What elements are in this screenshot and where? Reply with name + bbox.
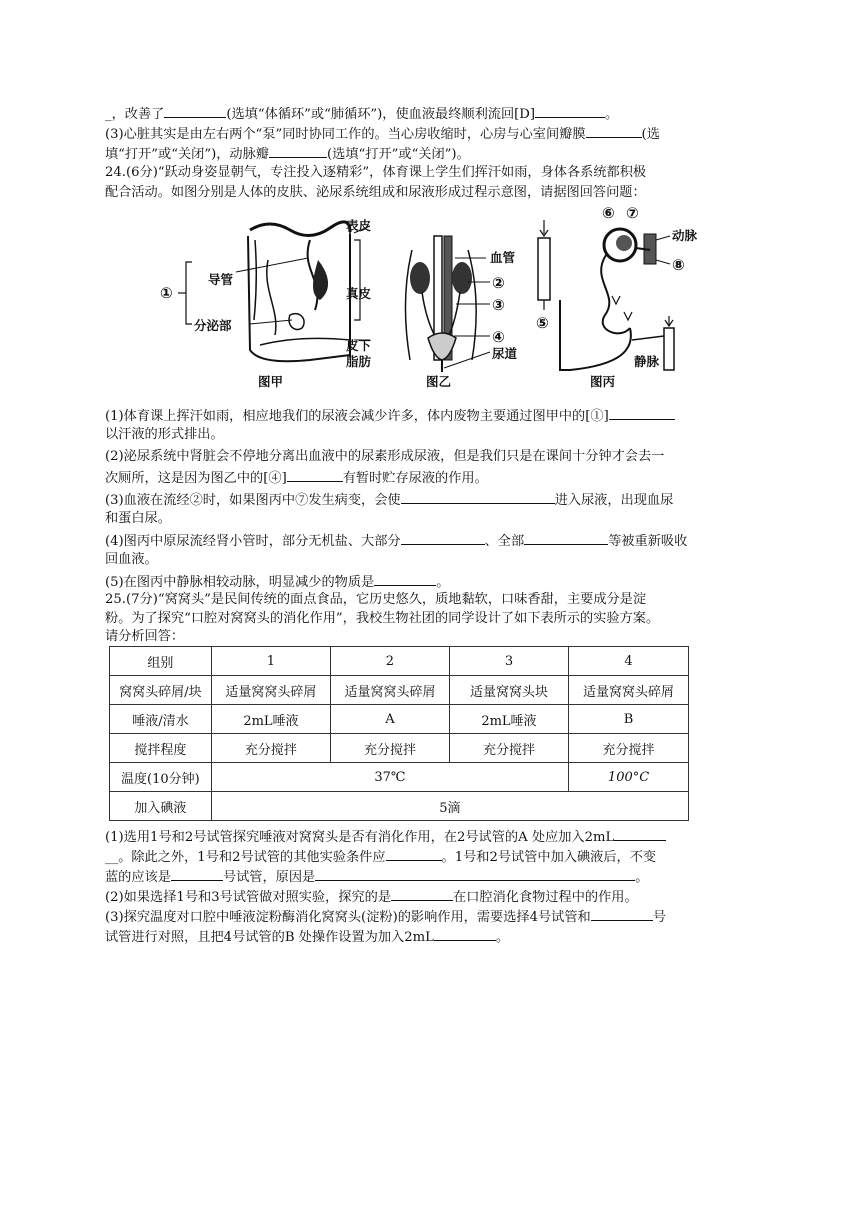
answer-blank[interactable] [535,103,605,118]
answer-blank[interactable] [164,103,226,118]
q24-s1-line-1: (1)体育课上挥汗如雨，相应地我们的尿液会减少许多，体内废物主要通过图甲中的[①] [105,405,765,427]
q24-intro-2: 配合活动。如图分别是人体的皮肤、泌尿系统组成和尿液形成过程示意图，请据图回答问题： [105,185,646,200]
label-5: ⑤ [536,314,549,332]
label-niaodao: 尿道 [492,346,518,361]
q25-intro-2: 粉。为了探究“口腔对窝窝头的消化作用”，我校生物社团的同学设计了如下表所示的实验方案。 [105,611,660,626]
q24-s2-line-1: (2)泌尿系统中肾脏会不停地分离出血液中的尿素形成尿液，但是我们只是在课间十分钟才会去一 [105,449,665,464]
q24-s3-line-2: 和蛋白尿。 [105,511,171,526]
label-1: ① [160,284,173,302]
label-4: ④ [492,328,505,346]
q25-s3-line-1: (3)探究温度对口腔中唾液淀粉酶消化窝窝头(淀粉)的影响作用，需要选择4号试管和 号 [105,906,765,928]
label-2: ② [492,274,505,292]
answer-blank[interactable] [609,405,675,420]
q24-s5-line: (5)在图丙中静脉相较动脉，明显减少的物质是 。 [105,571,765,593]
label-zhenpi: 真皮 [346,286,372,301]
table-row: 加入碘液 5滴 [110,792,689,821]
q25-s1-line-2: __。除此之外，1号和2号试管的其他实验条件应 。1号和2号试管中加入碘液后，不变 [105,846,765,868]
q24-intro-1: 24.(6分)“跃动身姿显朝气，专注投入逐精彩”，体育课上学生们挥汗如雨，身体各系统都积极 [105,165,647,180]
q23-line-3: 填“打开”或“关闭”)，动脉瓣 (选填“打开”或“关闭”)。 [105,143,765,165]
table-row: 搅拌程度 充分搅拌 充分搅拌 充分搅拌 充分搅拌 [110,734,689,763]
caption-bing: 图丙 [590,374,616,389]
label-fenmibu: 分泌部 [194,318,232,333]
label-3: ③ [492,296,505,314]
label-daoguan: 导管 [208,272,234,287]
q24-s1-line-2: 以汗液的形式排出。 [105,427,224,442]
q25-s1-line-3: 蓝的应该是 号试管，原因是 。 [105,866,765,888]
answer-blank[interactable] [269,143,327,158]
q25-intro-1: 25.(7分)“窝窝头”是民间传统的面点食品，它历史悠久，质地黏软，口味香甜，主要成分是淀 [105,592,647,607]
answer-blank[interactable] [287,467,343,482]
table-row: 窝窝头碎屑/块 适量窝窝头碎屑 适量窝窝头碎屑 适量窝窝头块 适量窝窝头碎屑 [110,676,689,705]
q25-s1-line-1: (1)选用1号和2号试管探究唾液对窝窝头是否有消化作用，在2号试管的A 处应加入2mL [105,826,765,848]
caption-jia: 图甲 [258,374,284,389]
label-8: ⑧ [672,256,685,274]
label-pixia: 皮下 [346,338,372,353]
answer-blank[interactable] [401,530,485,545]
q25-s2-line: (2)如果选择1号和3号试管做对照实验，探究的是 在口腔消化食物过程中的作用。 [105,886,765,908]
q25-s3-line-2: 试管进行对照，且把4号试管的B 处操作设置为加入2mL 。 [105,926,765,948]
q23-line-2: (3)心脏其实是由左右两个“泵”同时协同工作的。当心房收缩时，心房与心室间瓣膜 (选 [105,123,765,145]
answer-blank[interactable] [591,906,653,921]
experiment-table [109,646,689,821]
answer-blank[interactable] [386,846,442,861]
figure-yi-urinary [405,236,517,389]
answer-blank[interactable] [374,571,436,586]
label-dongmai: 动脉 [672,228,698,243]
answer-blank[interactable] [434,926,496,941]
label-zhifang: 脂肪 [346,354,372,369]
answer-blank[interactable] [391,886,453,901]
table-row: 唾液/清水 2mL唾液 A 2mL唾液 B [110,705,689,734]
q23-line-1: _，改善了 (选填“体循环”或“肺循环”)，使血液最终顺利流回[D] 。 [105,103,765,125]
caption-yi: 图乙 [426,374,452,389]
q25-intro-3: 请分析回答： [105,629,185,644]
figure-jia-skin [160,218,372,389]
q24-s2-line-2: 次厕所，这是因为图乙中的[④] 有暂时贮存尿液的作用。 [105,467,765,489]
answer-blank[interactable] [524,530,608,545]
label-6: ⑥ [602,204,615,222]
q24-s3-line-1: (3)血液在流经②时，如果图丙中⑦发生病变，会使 进入尿液，出现血尿 [105,489,765,511]
label-jingmai: 静脉 [634,354,660,369]
answer-blank[interactable] [171,866,223,881]
q24-s4-line-2: 回血液。 [105,552,158,567]
label-biaopi: 表皮 [346,218,372,233]
table-row: 温度(10分钟) 37℃ 100°C [110,763,689,792]
answer-blank[interactable] [315,866,635,881]
label-xueguan: 血管 [490,250,516,265]
q24-s4-line-1: (4)图丙中原尿流经肾小管时，部分无机盐、大部分 、全部 等被重新吸收 [105,530,765,552]
table-row: 组别 1 2 3 4 [110,647,689,676]
answer-blank[interactable] [401,489,555,504]
label-7: ⑦ [626,204,639,222]
answer-blank[interactable] [586,123,642,138]
q24-figure [150,200,710,400]
answer-blank[interactable] [614,826,666,841]
figure-bing-nephron [536,204,698,389]
